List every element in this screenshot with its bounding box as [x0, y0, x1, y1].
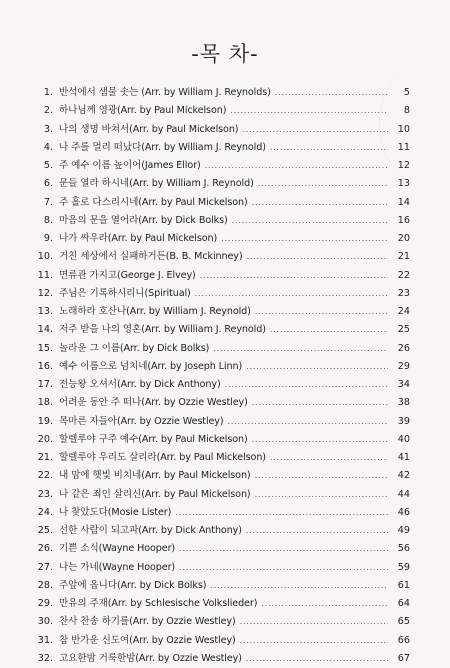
dot-leader: [275, 84, 388, 102]
entry-number: 23.: [37, 488, 53, 500]
entry-number: 8.: [43, 214, 53, 226]
toc-entry: [35, 504, 410, 522]
dot-leader: [261, 595, 388, 613]
dot-leader: [225, 376, 388, 394]
entry-title: 놀라운 그 이름(Arr. by Dick Bolks): [59, 342, 210, 354]
entry-page-number: 40: [397, 433, 410, 445]
dot-leader: [252, 431, 388, 449]
entry-number: 31.: [37, 634, 53, 646]
entry-number: 3.: [43, 123, 53, 135]
entry-page-number: 14: [397, 196, 410, 208]
entry-number: 13.: [37, 306, 53, 317]
entry-title: 할렐루야 우리도 살리라(Arr. by Paul Mickelson): [59, 452, 266, 463]
toc-entry: [35, 522, 410, 540]
toc-entry: [35, 194, 410, 212]
dot-leader: [205, 157, 388, 175]
entry-title: 면류관 가지고(George J. Elvey): [59, 269, 196, 281]
entry-page-number: 38: [397, 397, 410, 409]
toc-entry: [35, 632, 410, 650]
toc-entry: [35, 613, 410, 631]
toc-entry: [35, 175, 410, 193]
entry-number: 28.: [37, 579, 53, 591]
entry-page-number: 5: [403, 87, 410, 98]
entry-page-number: 61: [397, 579, 410, 591]
entry-number: 21.: [37, 452, 53, 463]
entry-title: 찬사 찬송 하기를(Arr. by Ozzie Westley): [59, 616, 236, 628]
entry-page-number: 25: [397, 324, 410, 336]
entry-page-number: 13: [397, 178, 410, 190]
dot-leader: [270, 449, 388, 467]
entry-page-number: 10: [397, 123, 410, 135]
entry-title: 마음의 문을 열어라(Arr. by Dick Bolks): [59, 214, 228, 226]
entry-title: 나는 가네(Wayne Hooper): [59, 561, 176, 573]
toc-entry: [35, 321, 410, 339]
dot-leader: [246, 358, 388, 376]
entry-number: 19.: [37, 415, 53, 427]
dot-leader: [195, 285, 388, 303]
entry-page-number: 11: [397, 141, 410, 153]
entry-number: 1.: [43, 87, 53, 98]
entry-number: 16.: [37, 360, 53, 372]
toc-entry: [35, 650, 410, 668]
entry-title: 예수 이름으로 넘치네(Arr. by Joseph Linn): [59, 360, 243, 372]
entry-title: 반석에서 샘물 솟는 (Arr. by William J. Reynolds): [59, 87, 271, 98]
toc-entry: [35, 212, 410, 230]
toc-entry: [35, 102, 410, 120]
entry-page-number: 56: [397, 543, 410, 555]
entry-title: 하나님께 영광(Arr. by Paul Mickelson): [59, 105, 227, 117]
entry-page-number: 67: [397, 652, 410, 664]
entry-title: 내 맘에 햇빛 비치네(Arr. by Paul Mickelson): [59, 470, 251, 482]
toc-entry: [35, 540, 410, 558]
dot-leader: [255, 467, 388, 485]
entry-page-number: 65: [397, 616, 410, 628]
entry-number: 11.: [37, 269, 53, 281]
dot-leader: [247, 248, 388, 266]
dot-leader: [252, 394, 388, 412]
page-title: -목 차-: [191, 42, 259, 66]
entry-page-number: 41: [397, 452, 410, 463]
entry-page-number: 23: [397, 287, 410, 299]
entry-title: 참 반가운 신도여(Arr. by Ozzie Westley): [59, 634, 236, 646]
entry-page-number: 20: [397, 233, 410, 244]
entry-number: 22.: [37, 470, 53, 482]
entry-title: 문들 열라 하시네(Arr. by William J. Reynold): [59, 178, 254, 190]
entry-number: 12.: [37, 287, 53, 299]
entry-number: 24.: [37, 506, 53, 518]
toc-entry: [35, 157, 410, 175]
entry-title: 나 같은 죄인 살리신(Arr. by Paul Mickelson): [59, 488, 251, 500]
entry-title: 노래하라 호산나(Arr. by William J. Reynold): [59, 306, 251, 317]
entry-page-number: 49: [397, 525, 410, 536]
dot-leader: [246, 650, 388, 668]
entry-page-number: 24: [397, 306, 410, 317]
entry-page-number: 22: [397, 269, 410, 281]
dot-leader: [270, 139, 388, 157]
entry-page-number: 12: [397, 160, 410, 171]
entry-title: 목마른 자들아(Arr. by Ozzie Westley): [59, 415, 224, 427]
entry-page-number: 42: [397, 470, 410, 482]
entry-page-number: 34: [397, 379, 410, 390]
dot-leader: [228, 413, 388, 431]
entry-number: 25.: [37, 525, 53, 536]
entry-title: 나 주를 멀리 떠났다(Arr. by William J. Reynold): [59, 141, 266, 153]
entry-title: 고요한밤 거룩한밤(Arr. by Ozzie Westley): [59, 652, 242, 664]
toc-entry: [35, 559, 410, 577]
toc-entry: [35, 139, 410, 157]
entry-title: 나가 싸우라(Arr. by Paul Mickelson): [59, 233, 218, 244]
entry-title: 주님은 기록하시리니(Spiritual): [59, 287, 191, 299]
entry-number: 10.: [37, 251, 53, 263]
entry-title: 주 예수 이름 높이어(James Ellor): [59, 160, 201, 171]
entry-number: 14.: [37, 324, 53, 336]
entry-title: 선한 사람이 되고파(Arr. by Dick Anthony): [59, 525, 242, 536]
entry-number: 15.: [37, 342, 53, 354]
entry-number: 32.: [37, 652, 53, 664]
toc-entry: [35, 467, 410, 485]
entry-page-number: 44: [397, 488, 410, 500]
entry-page-number: 46: [397, 506, 410, 518]
toc-entry: [35, 340, 410, 358]
entry-page-number: 8: [403, 105, 410, 117]
dot-leader: [258, 175, 388, 193]
entry-page-number: 59: [397, 561, 410, 573]
entry-page-number: 64: [397, 598, 410, 609]
entry-page-number: 66: [397, 634, 410, 646]
dot-leader: [213, 340, 388, 358]
entry-title: 저주 받을 나의 영혼(Arr. by William J. Reynold): [59, 324, 266, 336]
toc-entry: [35, 595, 410, 613]
toc-entry: [35, 486, 410, 504]
entry-page-number: 16: [397, 214, 410, 226]
dot-leader: [232, 212, 388, 230]
toc-entry: [35, 121, 410, 139]
dot-leader: [230, 102, 388, 120]
entry-number: 29.: [37, 598, 53, 609]
entry-number: 4.: [43, 141, 53, 153]
entry-number: 6.: [43, 178, 53, 190]
dot-leader: [246, 522, 388, 540]
dot-leader: [252, 194, 388, 212]
toc-entry: [35, 577, 410, 595]
entry-number: 5.: [43, 160, 53, 171]
toc-entry: [35, 84, 410, 102]
entry-page-number: 39: [397, 415, 410, 427]
entry-number: 2.: [43, 105, 53, 117]
toc-entry: [35, 394, 410, 412]
dot-leader: [221, 230, 388, 248]
entry-number: 9.: [43, 233, 53, 244]
entry-page-number: 29: [397, 360, 410, 372]
entry-title: 주앞에 옵니다(Arr. by Dick Bolks): [59, 579, 207, 591]
dot-leader: [270, 321, 388, 339]
dot-leader: [240, 613, 388, 631]
toc-entry: [35, 376, 410, 394]
dot-leader: [240, 632, 388, 650]
dot-leader: [179, 559, 388, 577]
entry-number: 20.: [37, 433, 53, 445]
entry-number: 17.: [37, 379, 53, 390]
entry-title: 나 찾았도다(Mosie Lister): [59, 506, 172, 518]
entry-title: 어려운 동안 주 떠나(Arr. by Ozzie Westley): [59, 397, 248, 409]
toc-entry: [35, 267, 410, 285]
entry-title: 만유의 주재(Arr. by Schlesische Volkslieder): [59, 598, 258, 609]
entry-title: 전능왕 오셔서(Arr. by Dick Anthony): [59, 379, 221, 390]
entry-number: 30.: [37, 616, 53, 628]
entry-title: 주 홀로 다스리시네(Arr. by Paul Mickelson): [59, 196, 248, 208]
entry-title: 거친 세상에서 실패하거든(B. B. Mckinney): [59, 251, 243, 263]
dot-leader: [255, 486, 388, 504]
toc-entry: [35, 431, 410, 449]
toc-entry: [35, 248, 410, 266]
dot-leader: [255, 303, 388, 321]
toc-entry: [35, 449, 410, 467]
table-of-contents: [35, 84, 410, 668]
dot-leader: [210, 577, 388, 595]
dot-leader: [175, 504, 388, 522]
dot-leader: [179, 540, 388, 558]
toc-entry: [35, 285, 410, 303]
dot-leader: [200, 267, 388, 285]
entry-number: 27.: [37, 561, 53, 573]
toc-entry: [35, 358, 410, 376]
entry-number: 18.: [37, 397, 53, 409]
entry-page-number: 26: [397, 342, 410, 354]
entry-number: 26.: [37, 543, 53, 555]
entry-title: 기쁜 소식(Wayne Hooper): [59, 543, 176, 555]
toc-entry: [35, 413, 410, 431]
entry-title: 나의 생명 바쳐서(Arr. by Paul Mickelson): [59, 123, 239, 135]
entry-page-number: 21: [397, 251, 410, 263]
dot-leader: [242, 121, 388, 139]
entry-title: 할렐루야 구주 예수(Arr. by Paul Mickelson): [59, 433, 248, 445]
entry-number: 7.: [43, 196, 53, 208]
toc-entry: [35, 230, 410, 248]
toc-entry: [35, 303, 410, 321]
